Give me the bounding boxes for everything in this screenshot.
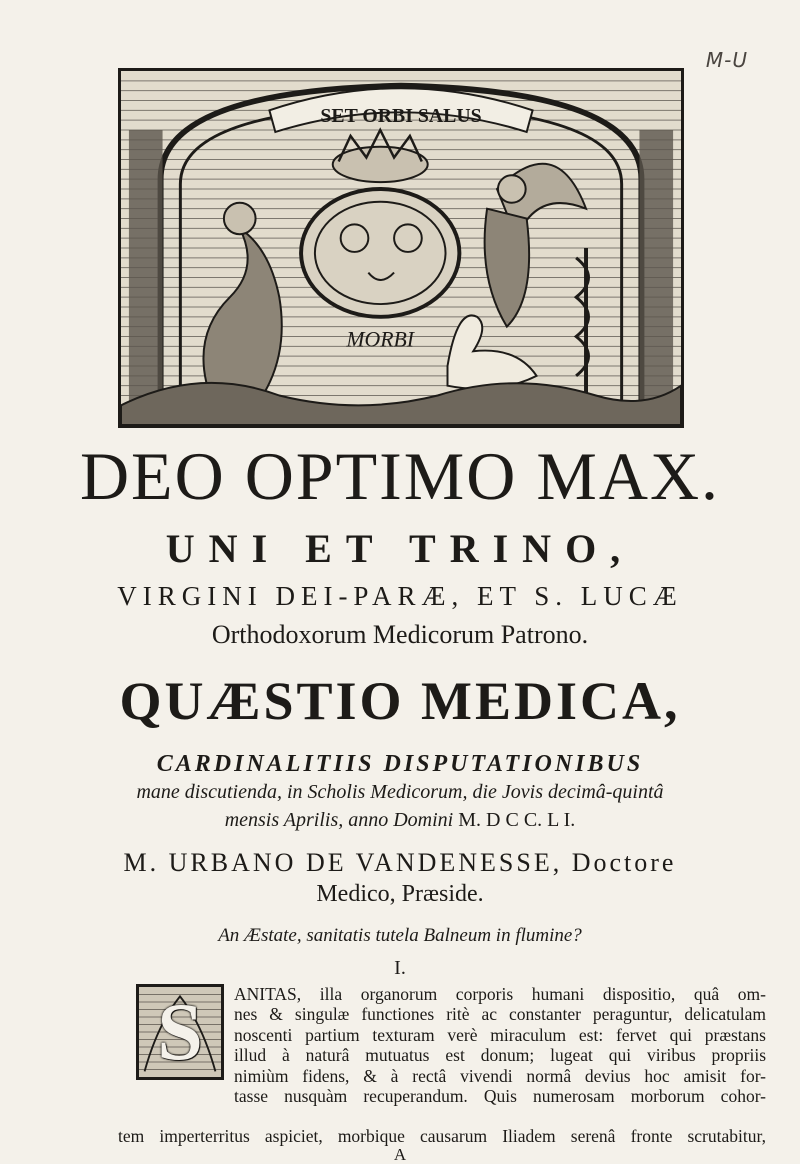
body-line: nimiùm fidens, & à rectâ vivendi normâ devius hoc amisit for-: [234, 1065, 766, 1086]
body-line-full: tem imperterritus aspiciet, morbique causarum Iliadem serenâ fronte scrutabitur,: [118, 1126, 766, 1146]
thesis-question: An Æstate, sanitatis tutela Balneum in flumine?: [218, 925, 582, 946]
title-patrono: Orthodoxorum Medicorum Patrono.: [211, 620, 589, 649]
drop-cap-ornament: [136, 984, 224, 1080]
title-deo-optimo: DEO OPTIMO MAX.: [79, 438, 721, 514]
date-italic: mensis Aprilis, anno Domini: [224, 809, 454, 831]
frontispiece-engraving: [118, 68, 684, 428]
page-mark: M-U: [705, 48, 748, 72]
body-paragraph-indented: [234, 984, 766, 1106]
medallion-inscription: MORBI: [346, 327, 415, 352]
title-quaestio-medica: QUÆSTIO MEDICA,: [119, 671, 681, 731]
engraving-illustration: [121, 71, 681, 425]
date-year: M. D C C. L I.: [458, 809, 576, 831]
praeses-role: Medico, Præside.: [316, 881, 484, 907]
body-line: illud à naturâ mutuatus est donum; lugeat qui viribus propriis: [234, 1045, 766, 1066]
banner-motto: SET ORBI SALUS: [320, 105, 482, 128]
section-number: I.: [394, 957, 406, 979]
body-line: ANITAS, illa organorum corporis humani dispositio, quâ om-: [234, 984, 766, 1004]
disputation-schedule: mane discutienda, in Scholis Medicorum, die Jovis decimâ-quintâ: [136, 781, 664, 803]
body-line: nes & singulæ functiones ritè ac constanter peraguntur, delicatulam: [234, 1004, 766, 1025]
title-uni-trino: UNI ET TRINO,: [165, 526, 635, 571]
praeses-name: M. URBANO DE VANDENESSE, Doctore: [123, 848, 677, 877]
disputation-heading: CARDINALITIIS DISPUTATIONIBUS: [156, 751, 644, 777]
title-virgini: VIRGINI DEI-PARÆ, ET S. LUCÆ: [117, 581, 683, 611]
disputation-date: [0, 810, 800, 830]
signature-mark: A: [393, 1145, 407, 1164]
body-line: tasse nusquàm recuperandum. Quis numerosam morborum cohor-: [234, 1086, 766, 1107]
body-line: noscenti partium texturam verè miraculum est: fervet qui præstans: [234, 1024, 766, 1045]
drop-cap-letter: S: [157, 986, 203, 1077]
